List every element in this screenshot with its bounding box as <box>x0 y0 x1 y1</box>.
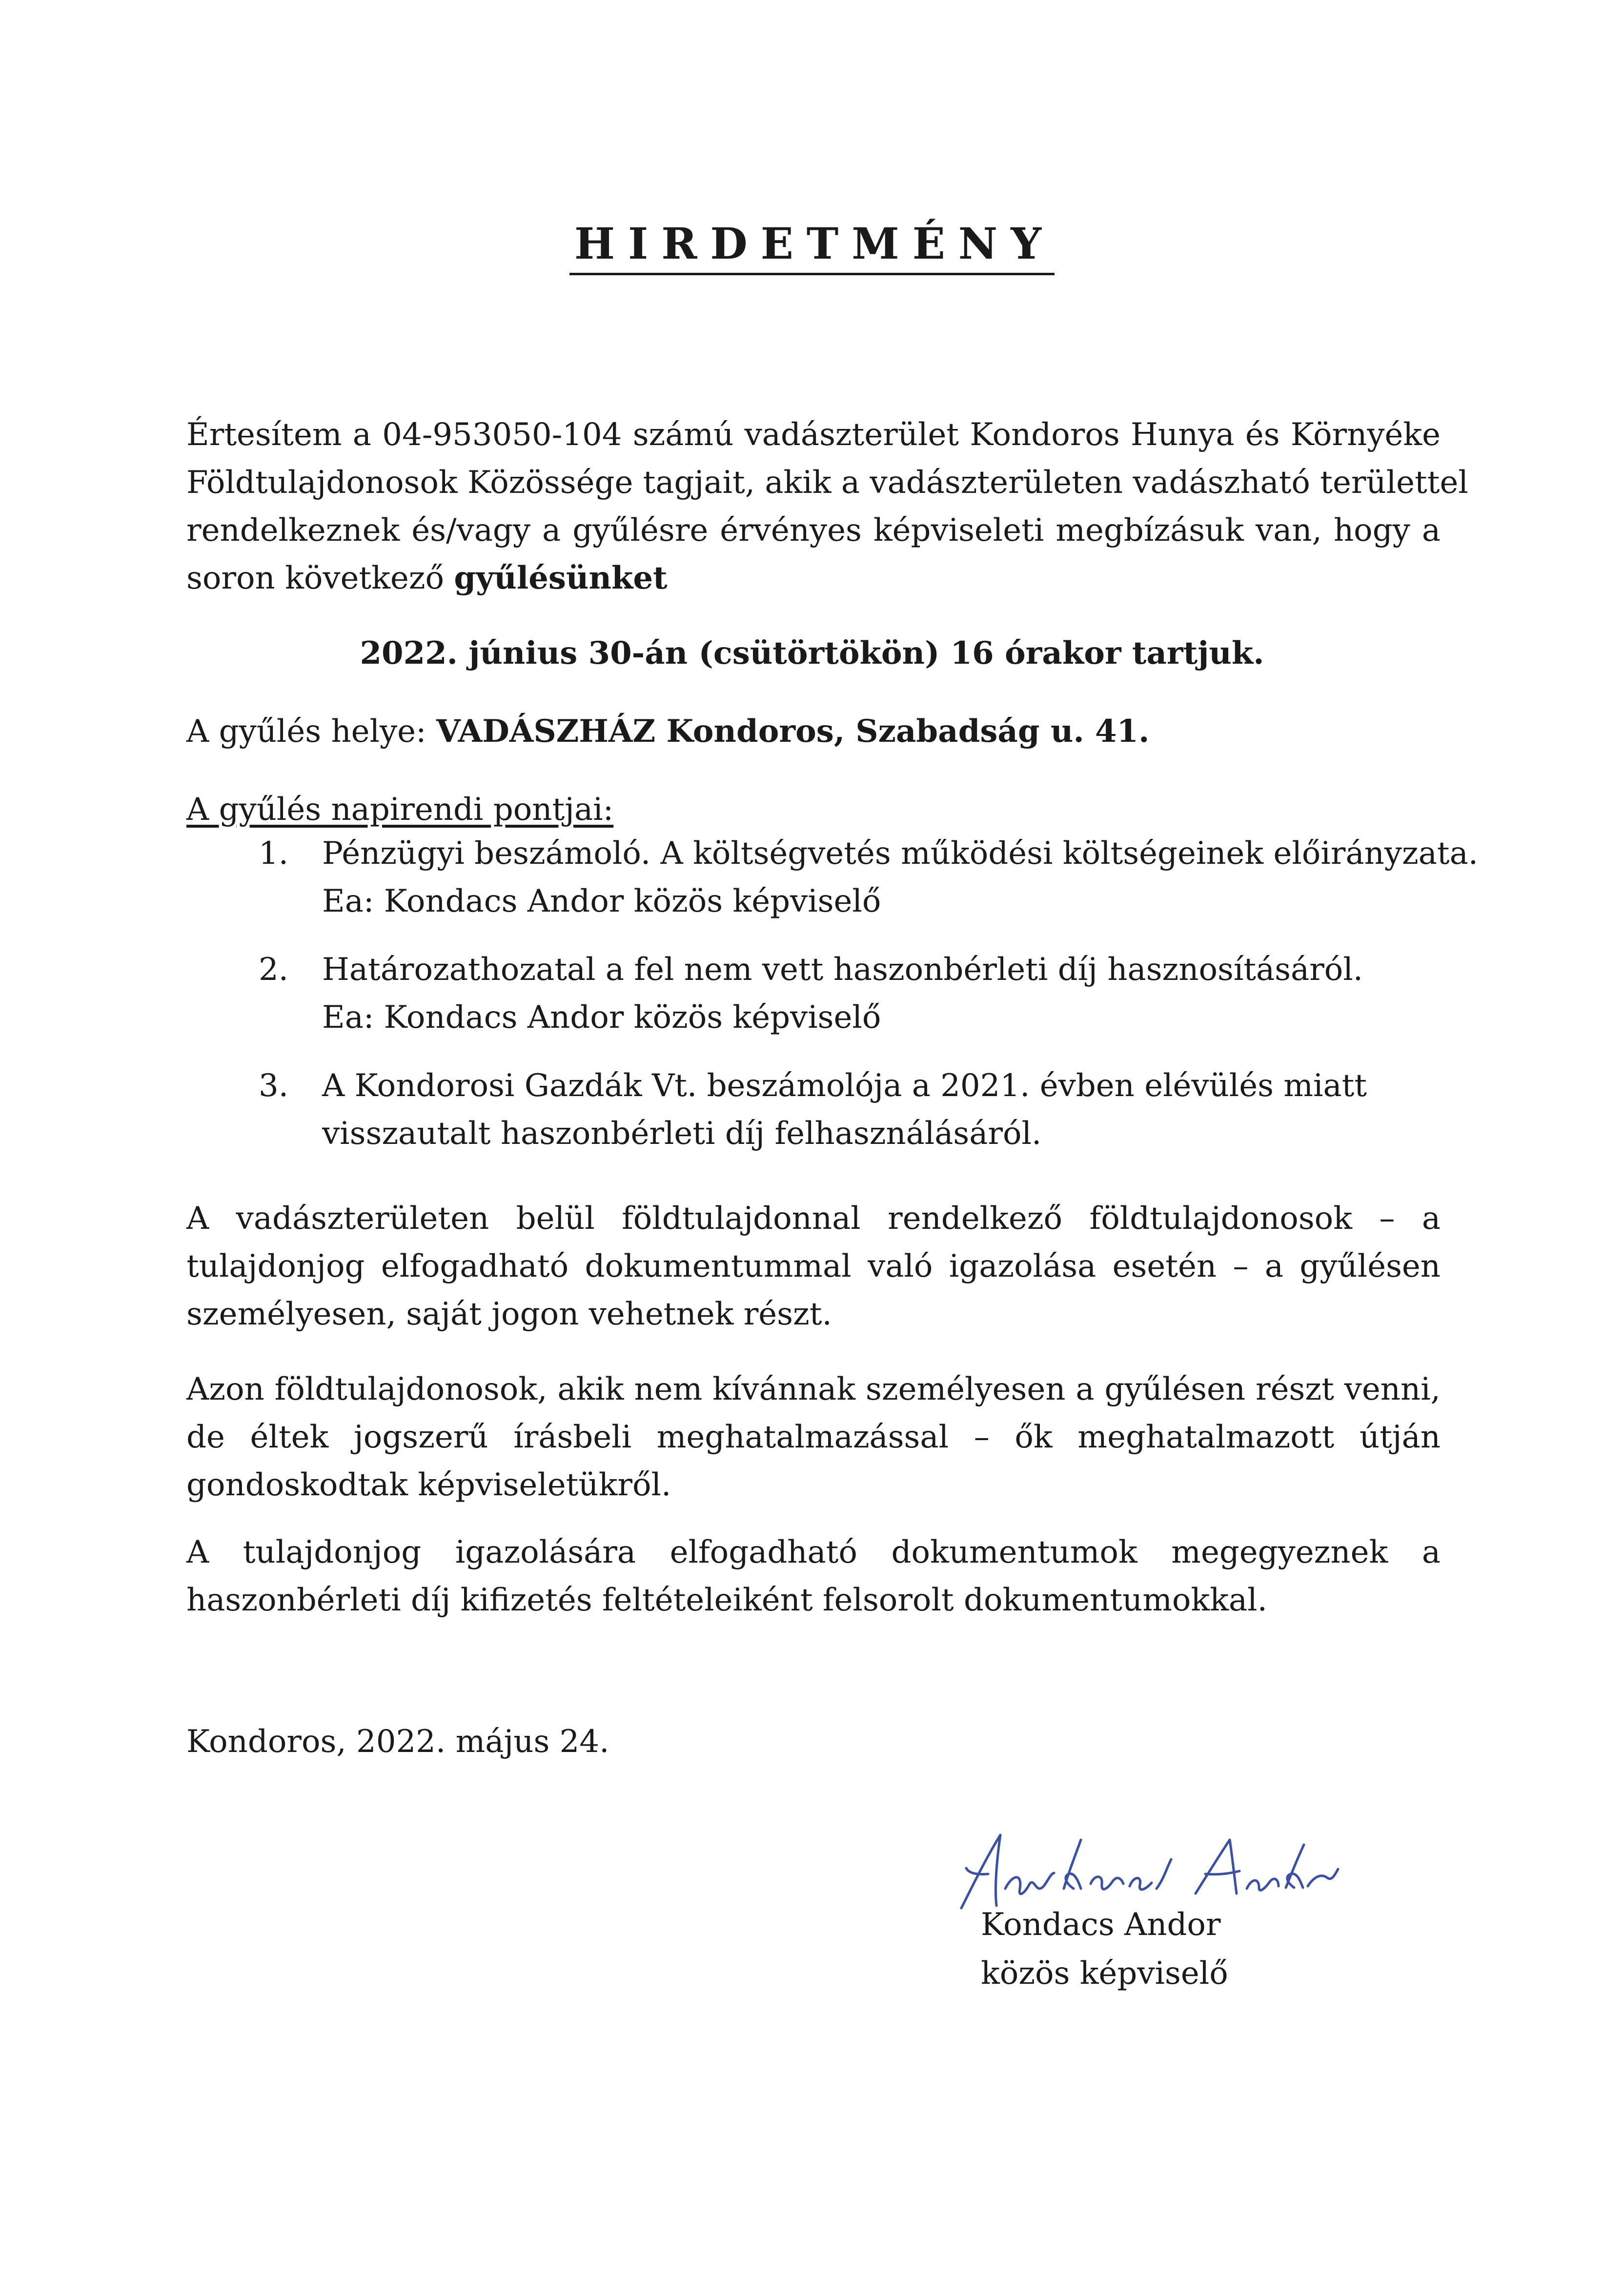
paragraph-line: A vadászterületen belül földtulajdonnal rendelkező földtulajdonosok – a <box>186 1201 1441 1237</box>
meeting-word: gyűlésünket <box>454 560 668 596</box>
location-value: VADÁSZHÁZ Kondoros, Szabadság u. 41. <box>436 713 1150 750</box>
paragraph-line: személyesen, saját jogon vehetnek részt. <box>186 1296 832 1332</box>
paragraph-line: A tulajdonjog igazolására elfogadható dokumentumok megegyeznek a <box>186 1534 1441 1570</box>
paragraph-line: haszonbérleti díj kifizetés feltételeiként felsorolt dokumentumokkal. <box>186 1582 1267 1618</box>
place-and-date: Kondoros, 2022. május 24. <box>186 1724 609 1760</box>
paragraph-line: tulajdonjog elfogadható dokumentummal való igazolása esetén – a gyűlésen <box>186 1248 1441 1284</box>
proxy-paragraph <box>186 1365 1441 1509</box>
agenda-item-number: 3. <box>259 1068 289 1104</box>
intro-line: Értesítem a 04-953050-104 számú vadászterület Kondoros Hunya és Környéke <box>186 417 1441 453</box>
landowner-paragraph <box>186 1195 1441 1338</box>
agenda-item-continuation: visszautalt haszonbérleti díj felhasználásáról. <box>322 1116 1042 1152</box>
intro-paragraph <box>186 411 1468 602</box>
intro-line-last: soron következő gyűlésünket <box>186 560 668 596</box>
signatory-title: közös képviselő <box>981 1955 1228 1992</box>
meeting-location <box>186 708 1149 755</box>
agenda-item-text: Határozathozatal a fel nem vett haszonbérleti díj hasznosításáról. <box>322 952 1363 988</box>
agenda-heading: A gyűlés napirendi pontjai: <box>186 792 614 828</box>
agenda-item-number: 2. <box>259 952 289 988</box>
meeting-date: 2022. június 30-án (csütörtökön) 16 órakor tartjuk. <box>360 635 1264 672</box>
paragraph-line: gondoskodtak képviseletükről. <box>186 1467 671 1503</box>
agenda-item-presenter: Ea: Kondacs Andor közös képviselő <box>322 999 881 1036</box>
intro-line: Földtulajdonosok Közössége tagjait, akik a vadászterületen vadászható területtel <box>186 465 1468 501</box>
location-label: A gyűlés helye: <box>186 713 436 750</box>
agenda-item-text: Pénzügyi beszámoló. A költségvetés működési költségeinek előirányzata. <box>322 835 1479 872</box>
documents-paragraph <box>186 1528 1441 1624</box>
agenda-item-number: 1. <box>259 835 289 872</box>
paragraph-line: Azon földtulajdonosok, akik nem kívánnak személyesen a gyűlésen részt venni, <box>186 1371 1441 1407</box>
intro-line: rendelkeznek és/vagy a gyűlésre érvényes képviseleti megbízásuk van, hogy a <box>186 512 1441 549</box>
agenda-item-presenter: Ea: Kondacs Andor közös képviselő <box>322 883 881 919</box>
paragraph-line: de éltek jogszerű írásbeli meghatalmazással – ők meghatalmazott útján <box>186 1419 1441 1455</box>
signatory-name: Kondacs Andor <box>981 1907 1221 1943</box>
document-title: HIRDETMÉNY <box>0 222 1624 275</box>
agenda-item-text: A Kondorosi Gazdák Vt. beszámolója a 2021. évben elévülés miatt <box>322 1068 1367 1104</box>
